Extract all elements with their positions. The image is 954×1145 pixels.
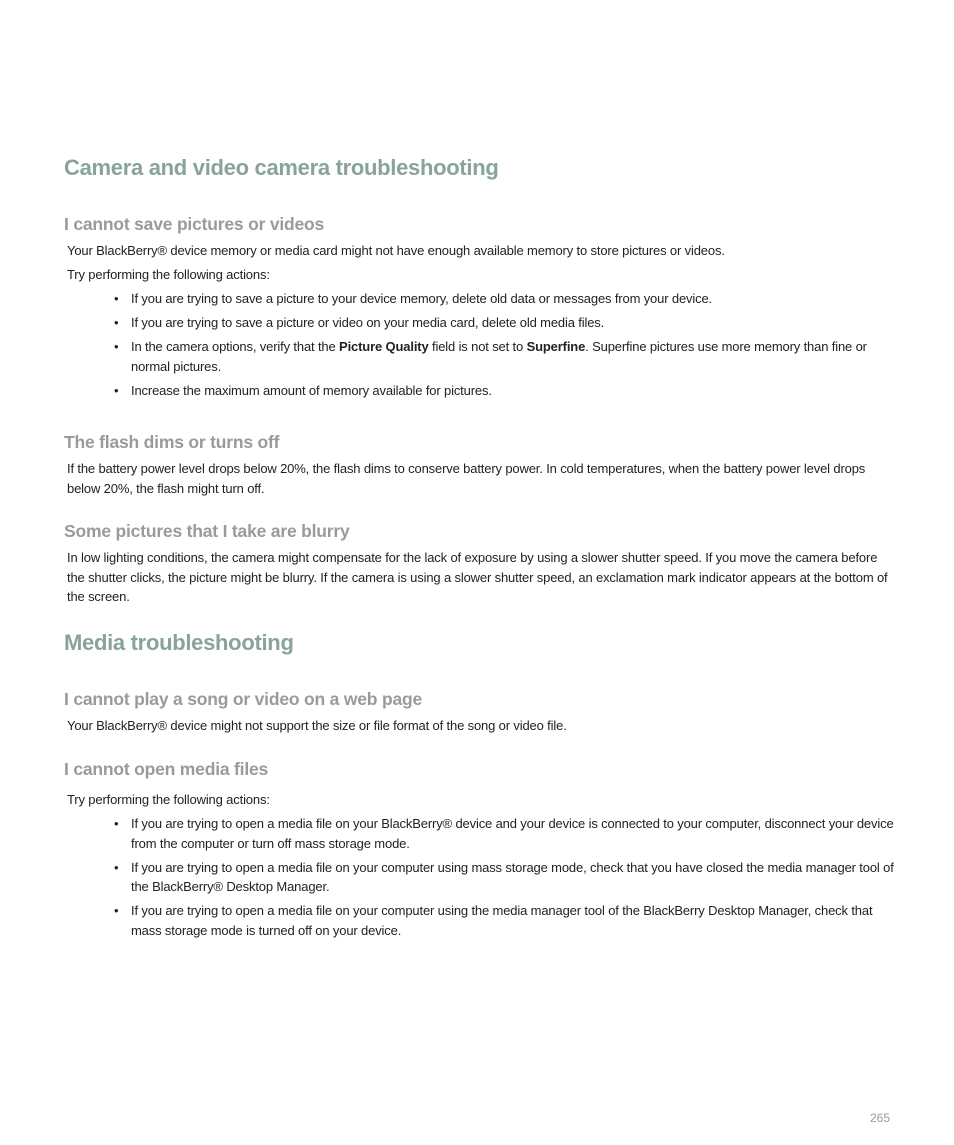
subsection-title-cannot-save: I cannot save pictures or videos bbox=[64, 214, 325, 234]
paragraph-play: Your BlackBerry® device might not support the size or file format of the song or video file. bbox=[67, 718, 567, 733]
paragraph-flash: If the battery power level drops below 20%, the flash dims to conserve battery power. In cold temperatures, when the battery power level drops below 20%, the flash might turn off. bbox=[67, 461, 866, 496]
list-item: • If you are trying to open a media file on your computer using mass storage mode, check that you have closed the media manager tool of the BlackBerry® Desktop Manager. bbox=[114, 859, 894, 894]
list-item: • If you are trying to save a picture to your device memory, delete old data or messages from your device. bbox=[114, 289, 894, 309]
bullet-icon: • bbox=[114, 291, 119, 306]
bullet-icon: • bbox=[114, 382, 119, 398]
subsection-title-cannot-open: I cannot open media files bbox=[64, 759, 269, 779]
list-item: • If you are trying to open a media file on your computer using the media manager tool of the BlackBerry Desktop Manager, check that mass storage mode is turned off on your device. bbox=[114, 903, 873, 938]
bullet-icon: • bbox=[114, 816, 119, 831]
section-title-media: Media troubleshooting bbox=[64, 630, 294, 655]
list-item: • If you are trying to open a media file on your BlackBerry® device and your device is connected to your computer, disconnect your device from the computer or turn off mass storage mode. bbox=[114, 816, 894, 851]
bullet-icon: • bbox=[114, 315, 119, 330]
bullet-list-open bbox=[114, 814, 894, 940]
paragraph-memory: Your BlackBerry® device memory or media card might not have enough available memory to store pictures or videos. bbox=[67, 243, 725, 258]
paragraph-blurry: In low lighting conditions, the camera might compensate for the lack of exposure by using a slower shutter speed. If you move the camera before the shutter clicks, the picture might be blurry. If the camera is using a slower shutter speed, an exclamation mark indicator appears at the bottom of the screen. bbox=[67, 550, 888, 604]
bullet-list-save bbox=[114, 289, 894, 400]
subsection-title-blurry: Some pictures that I take are blurry bbox=[64, 521, 350, 541]
bullet-icon: • bbox=[114, 859, 119, 875]
list-item: • In the camera options, verify that the Picture Quality field is not set to Superfine. Superfine pictures use more memory than fine or normal pictures. bbox=[114, 339, 867, 374]
list-item: • If you are trying to save a picture or video on your media card, delete old media files. bbox=[114, 313, 894, 333]
subsection-title-cannot-play: I cannot play a song or video on a web page bbox=[64, 689, 422, 709]
paragraph-try-actions: Try performing the following actions: bbox=[67, 267, 270, 282]
list-item: • Increase the maximum amount of memory available for pictures. bbox=[114, 381, 894, 401]
bullet-icon: • bbox=[114, 903, 119, 918]
paragraph-try-actions-media: Try performing the following actions: bbox=[67, 792, 270, 807]
bullet-icon: • bbox=[114, 339, 119, 354]
subsection-title-flash: The flash dims or turns off bbox=[64, 432, 280, 452]
picture-quality-label: Picture Quality bbox=[339, 339, 429, 354]
section-title-camera: Camera and video camera troubleshooting bbox=[64, 155, 499, 180]
superfine-label: Superfine bbox=[526, 339, 586, 354]
page-number: 265 bbox=[869, 1111, 890, 1125]
